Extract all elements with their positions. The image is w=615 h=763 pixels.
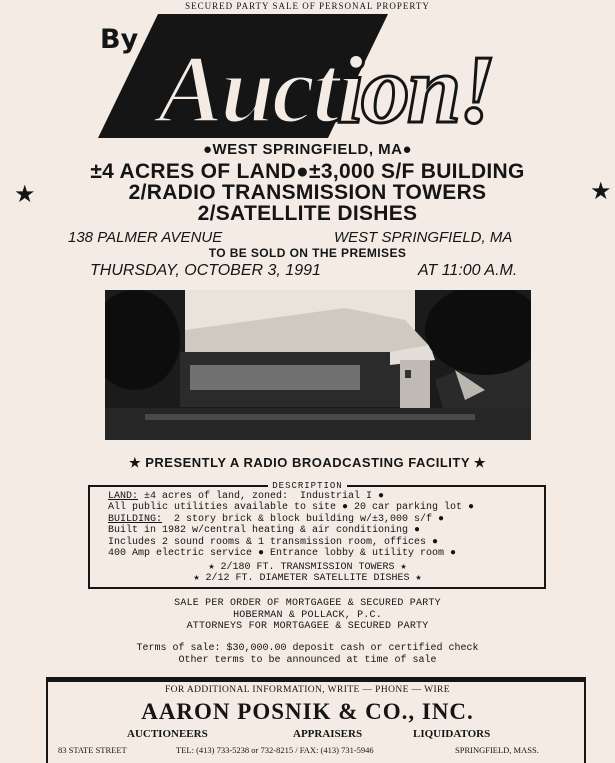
sale-order xyxy=(0,598,615,633)
company-roles xyxy=(0,728,615,742)
premises-note: TO BE SOLD ON THE PREMISES xyxy=(208,246,407,260)
company-street: 83 STATE STREET xyxy=(58,745,127,755)
building-label: BUILDING: xyxy=(108,513,163,525)
facility-note: ★ PRESENTLY A RADIO BROADCASTING FACILITY ★ xyxy=(128,455,487,470)
auction-time: AT 11:00 A.M. xyxy=(418,262,518,279)
auction-date: THURSDAY, OCTOBER 3, 1991 xyxy=(90,262,321,279)
tower-lines xyxy=(0,562,615,585)
description-title xyxy=(0,481,615,491)
by-word: By xyxy=(100,24,139,55)
land-text: ±4 acres of land, zoned: Industrial I ● xyxy=(138,491,385,502)
company-phones: TEL: (413) 733-5238 or 732-8215 / FAX: (413) 731-5946 xyxy=(176,745,374,755)
desc-electric: 400 Amp electric service ● Entrance lobby & utility room ● xyxy=(108,548,457,560)
auction-banner xyxy=(98,14,568,139)
sale-line-1: SALE PER ORDER OF MORTGAGEE & SECURED PARTY xyxy=(174,598,441,609)
role-auctioneers: AUCTIONEERS xyxy=(127,728,208,740)
headline-towers: 2/RADIO TRANSMISSION TOWERS xyxy=(128,181,487,204)
role-liquidators: LIQUIDATORS xyxy=(413,728,491,740)
desc-rooms: Includes 2 sound rooms & 1 transmission room, offices ● xyxy=(108,536,439,548)
terms-line-1: Terms of sale: $30,000.00 deposit cash or certified check xyxy=(136,643,479,654)
company-city: SPRINGFIELD, MASS. xyxy=(455,745,539,755)
building-photo xyxy=(105,290,531,440)
sale-line-2: HOBERMAN & POLLACK, P.C. xyxy=(233,609,382,621)
desc-utilities: All public utilities available to site ● 20 car parking lot ● xyxy=(108,502,475,514)
land-label: LAND: xyxy=(108,491,139,502)
star-left-icon: ★ xyxy=(14,181,36,208)
desc-dishes: ★ 2/12 FT. DIAMETER SATELLITE DISHES ★ xyxy=(193,573,422,585)
role-appraisers: APPRAISERS xyxy=(293,728,363,740)
company-address xyxy=(0,745,615,757)
city-heading: ●WEST SPRINGFIELD, MA● xyxy=(202,141,413,158)
top-caption: SECURED PARTY SALE OF PERSONAL PROPERTY xyxy=(185,1,430,11)
info-line: FOR ADDITIONAL INFORMATION, WRITE — PHONE — WIRE xyxy=(164,685,450,695)
terms-line-2: Other terms to be announced at time of sale xyxy=(178,654,437,666)
star-right-icon: ★ xyxy=(590,178,612,205)
description-lines xyxy=(108,491,474,559)
terms-of-sale xyxy=(0,643,615,666)
desc-built: Built in 1982 w/central heating & air conditioning ● xyxy=(108,525,421,537)
company-name: AARON POSNIK & CO., INC. xyxy=(141,699,474,724)
building-text: 2 story brick & block building w/±3,000 s/f ● xyxy=(162,513,445,525)
desc-building xyxy=(108,514,474,525)
sale-line-3: ATTORNEYS FOR MORTGAGEE & SECURED PARTY xyxy=(186,621,429,632)
description-title-text: DESCRIPTION xyxy=(268,481,346,491)
auction-word: Auction! xyxy=(158,36,494,139)
city-address: WEST SPRINGFIELD, MA xyxy=(334,229,513,246)
headline-land: ±4 ACRES OF LAND●±3,000 S/F BUILDING xyxy=(90,160,525,183)
desc-towers: ★ 2/180 FT. TRANSMISSION TOWERS ★ xyxy=(208,562,407,573)
headline-dishes: 2/SATELLITE DISHES xyxy=(197,202,418,225)
street-address: 138 PALMER AVENUE xyxy=(68,229,223,246)
desc-land xyxy=(108,491,474,502)
